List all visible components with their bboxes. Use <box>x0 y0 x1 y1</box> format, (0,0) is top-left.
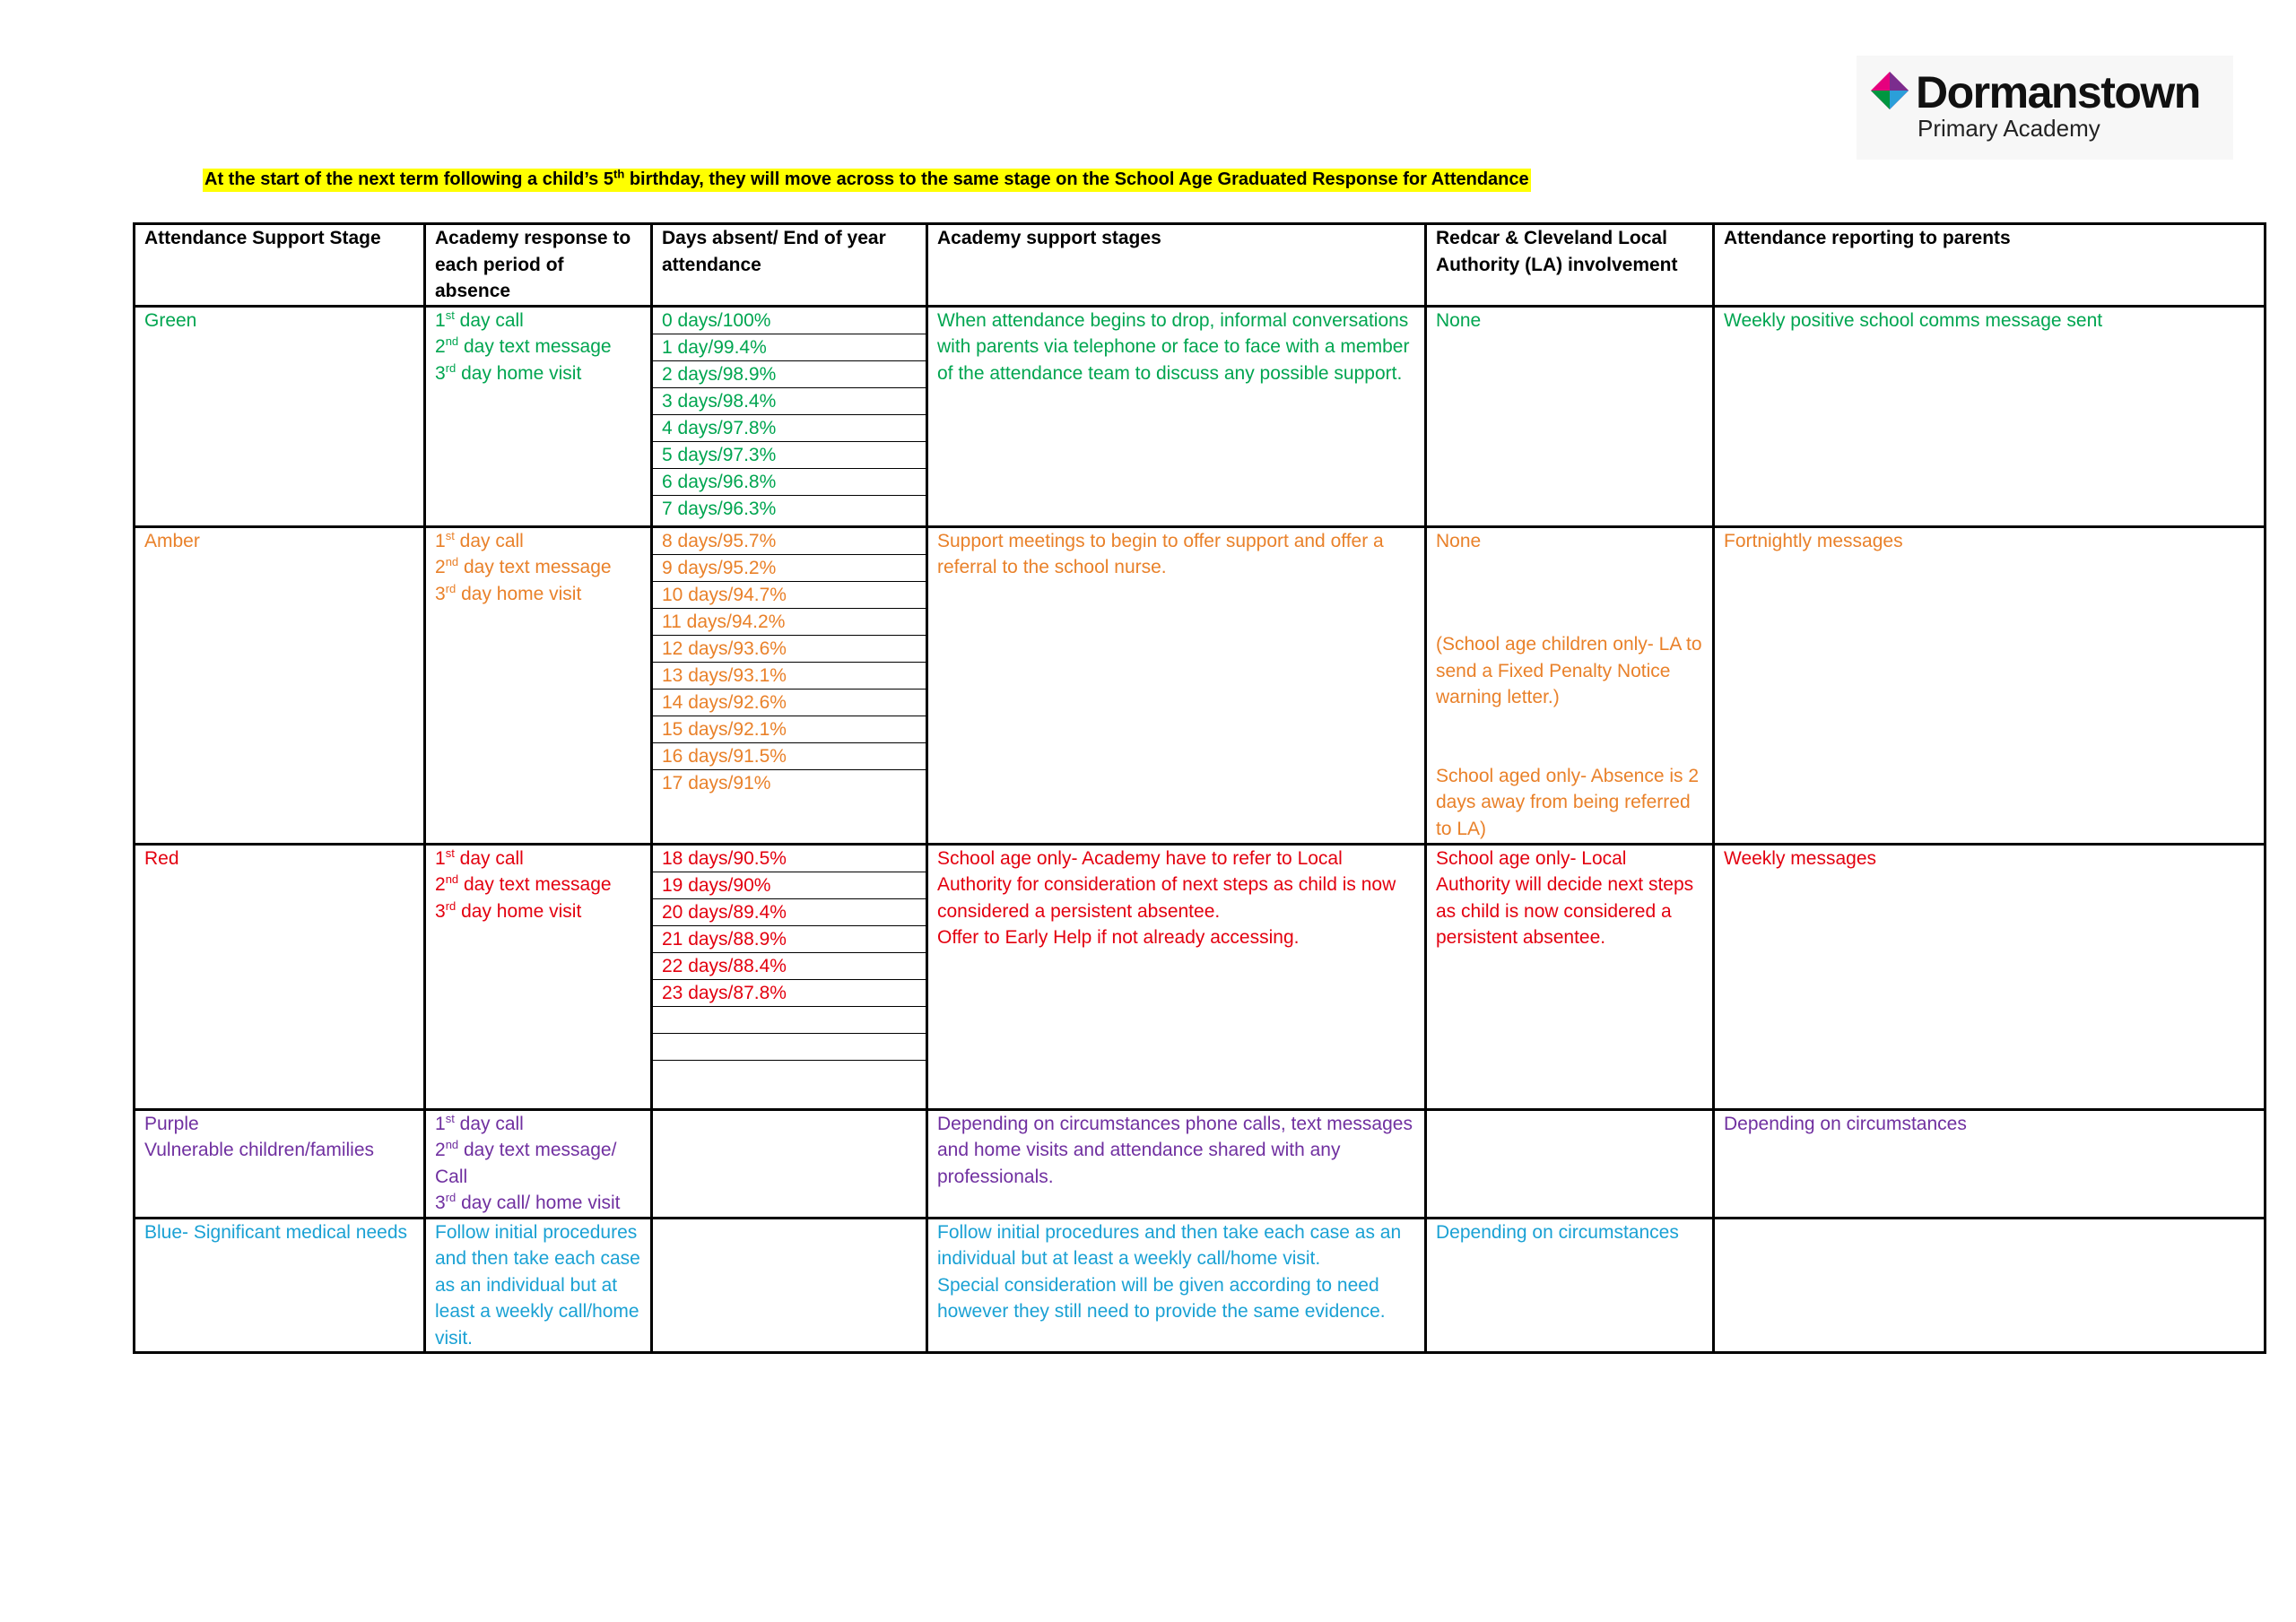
stage-transition-banner: At the start of the next term following a child’s 5th birthday, they will move across to the same stage on the School Age Graduated Response for Attendance <box>203 169 1531 192</box>
days-cell <box>652 526 927 844</box>
diamond-logo-icon <box>1869 70 1910 124</box>
header-stage: Attendance Support Stage <box>135 224 425 307</box>
response-cell: Follow initial procedures and then take each case as an individual but at least a weekly call/home visit. <box>425 1218 652 1353</box>
response-cell: 1st day call 2nd day text message/ Call 3rd day call/ home visit <box>425 1109 652 1218</box>
days-value: 17 days/91% <box>662 772 771 794</box>
days-value: 21 days/88.9% <box>653 925 926 952</box>
days-cell <box>652 1109 927 1218</box>
support-cell: Follow initial procedures and then take each case as an individual but at least a weekly call/home visit. Special consideration will be given according to need however they still need to provide the same evidence. <box>927 1218 1426 1353</box>
table-row-green <box>135 306 2266 526</box>
days-value: 8 days/95.7% <box>653 528 926 555</box>
days-value: 11 days/94.2% <box>653 608 926 635</box>
support-cell: Support meetings to begin to offer support and offer a referral to the school nurse. <box>927 526 1426 844</box>
days-value: 22 days/88.4% <box>653 952 926 979</box>
days-value: 20 days/89.4% <box>653 898 926 925</box>
header-days: Days absent/ End of year attendance <box>652 224 927 307</box>
reporting-cell: Weekly positive school comms message sent <box>1714 306 2266 526</box>
days-value: 9 days/95.2% <box>653 554 926 581</box>
days-cell <box>652 306 927 526</box>
la-cell: School age only- Local Authority will decide next steps as child is now considered a persistent absentee. <box>1426 844 1714 1109</box>
response-cell: 1st day call 2nd day text message 3rd day home visit <box>425 306 652 526</box>
days-value: 0 days/100% <box>653 308 926 334</box>
reporting-cell: Fortnightly messages <box>1714 526 2266 844</box>
attendance-response-table <box>133 222 2266 1354</box>
stage-cell: Amber <box>135 526 425 844</box>
header-reporting: Attendance reporting to parents <box>1714 224 2266 307</box>
stage-cell: Blue- Significant medical needs <box>135 1218 425 1353</box>
days-value: 16 days/91.5% <box>653 742 926 769</box>
la-cell: None (School age children only- LA to send a Fixed Penalty Notice warning letter.) School aged only- Absence is 2 days away from being referred to LA) <box>1426 526 1714 844</box>
academy-logo <box>1857 56 2233 160</box>
header-row <box>135 224 2266 307</box>
reporting-cell: Weekly messages <box>1714 844 2266 1109</box>
days-value: 3 days/98.4% <box>653 387 926 414</box>
days-value: 15 days/92.1% <box>653 716 926 742</box>
days-value: 4 days/97.8% <box>653 414 926 441</box>
days-value: 1 day/99.4% <box>653 334 926 360</box>
days-value: 18 days/90.5% <box>653 846 926 872</box>
table-row-red <box>135 844 2266 1109</box>
stage-cell: Purple Vulnerable children/families <box>135 1109 425 1218</box>
support-cell: School age only- Academy have to refer to Local Authority for consideration of next steps as child is now considered a persistent absentee. Offer to Early Help if not already accessing. <box>927 844 1426 1109</box>
days-value <box>653 1006 926 1033</box>
reporting-cell: Depending on circumstances <box>1714 1109 2266 1218</box>
logo-name: Dormanstown <box>1916 67 2200 117</box>
days-value: 13 days/93.1% <box>653 662 926 689</box>
support-cell: Depending on circumstances phone calls, text messages and home visits and attendance shared with any professionals. <box>927 1109 1426 1218</box>
days-value <box>653 1060 926 1087</box>
response-cell: 1st day call 2nd day text message 3rd day home visit <box>425 526 652 844</box>
days-value: 23 days/87.8% <box>653 979 926 1006</box>
days-value: 14 days/92.6% <box>653 689 926 716</box>
days-value: 10 days/94.7% <box>653 581 926 608</box>
logo-subtitle: Primary Academy <box>1918 115 2100 142</box>
days-value: 19 days/90% <box>653 872 926 898</box>
stage-cell: Red <box>135 844 425 1109</box>
la-cell <box>1426 1109 1714 1218</box>
stage-cell: Green <box>135 306 425 526</box>
table-row-amber <box>135 526 2266 844</box>
days-cell <box>652 844 927 1109</box>
days-value: 6 days/96.8% <box>653 468 926 495</box>
days-value: 2 days/98.9% <box>653 360 926 387</box>
la-cell: None <box>1426 306 1714 526</box>
days-value <box>653 1033 926 1060</box>
days-cell <box>652 1218 927 1353</box>
reporting-cell <box>1714 1218 2266 1353</box>
days-value: 5 days/97.3% <box>653 441 926 468</box>
response-cell: 1st day call 2nd day text message 3rd day home visit <box>425 844 652 1109</box>
days-value: 7 days/96.3% <box>662 498 777 519</box>
header-support: Academy support stages <box>927 224 1426 307</box>
table-row-purple <box>135 1109 2266 1218</box>
table-row-blue <box>135 1218 2266 1353</box>
la-cell: Depending on circumstances <box>1426 1218 1714 1353</box>
header-la: Redcar & Cleveland Local Authority (LA) involvement <box>1426 224 1714 307</box>
days-value: 12 days/93.6% <box>653 635 926 662</box>
support-cell: When attendance begins to drop, informal conversations with parents via telephone or face to face with a member of the attendance team to discuss any possible support. <box>927 306 1426 526</box>
header-response: Academy response to each period of absence <box>425 224 652 307</box>
